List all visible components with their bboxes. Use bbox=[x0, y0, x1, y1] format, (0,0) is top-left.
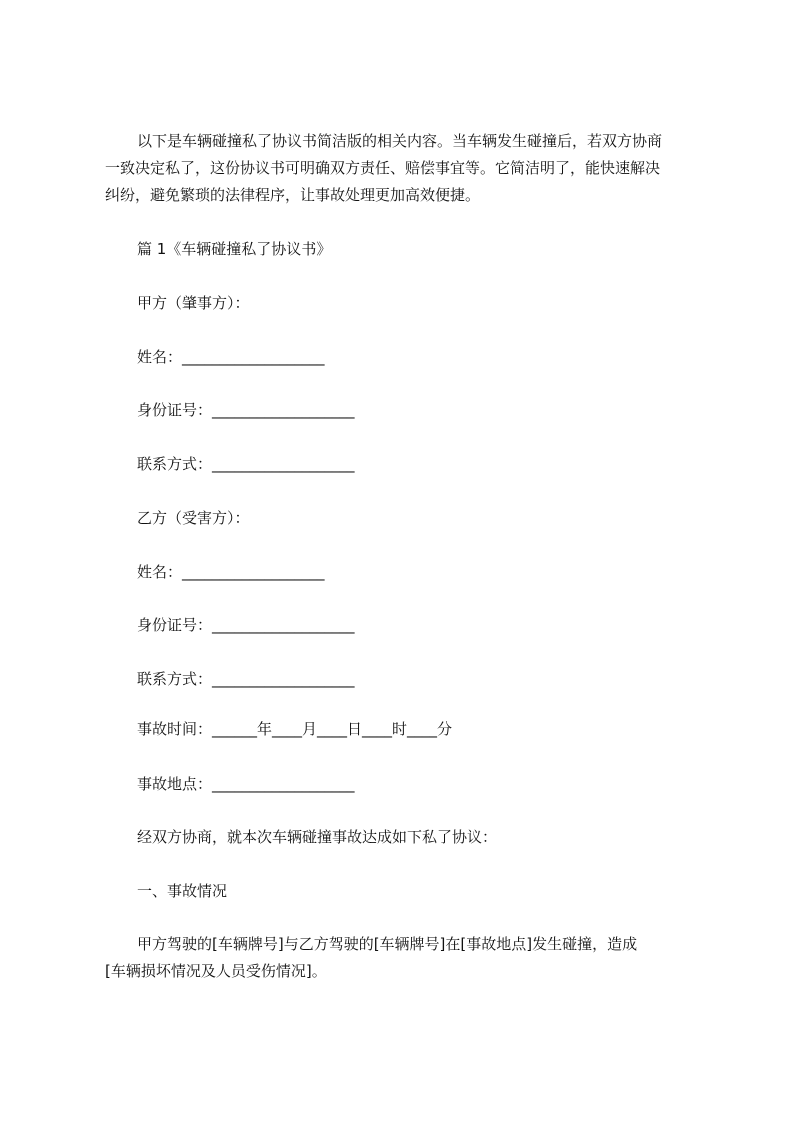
party-a-name-field: 姓名：___________________ bbox=[137, 348, 325, 366]
agreement-intro: 经双方协商，就本次车辆碰撞事故达成如下私了协议： bbox=[137, 828, 498, 846]
intro-line-2: 一致决定私了，这份协议书可明确双方责任、赔偿事宜等。它简洁明了，能快速解决 bbox=[105, 159, 661, 177]
intro-line-1: 以下是车辆碰撞私了协议书简洁版的相关内容。当车辆发生碰撞后，若双方协商 bbox=[137, 132, 663, 150]
document-title: 篇 1《车辆碰撞私了协议书》 bbox=[137, 240, 332, 258]
section-1-line-2: [车辆损坏情况及人员受伤情况]。 bbox=[105, 962, 327, 980]
party-b-heading: 乙方（受害方）： bbox=[137, 509, 250, 527]
intro-line-3: 纠纷，避免繁琐的法律程序，让事故处理更加高效便捷。 bbox=[105, 186, 481, 204]
party-a-heading: 甲方（肇事方）： bbox=[137, 294, 250, 312]
party-a-contact-field: 联系方式：___________________ bbox=[137, 455, 355, 473]
party-b-id-field: 身份证号：___________________ bbox=[137, 616, 355, 634]
accident-place-field: 事故地点：___________________ bbox=[137, 775, 355, 793]
party-b-name-field: 姓名：___________________ bbox=[137, 563, 325, 581]
party-b-contact-field: 联系方式：___________________ bbox=[137, 670, 355, 688]
section-1-line-1: 甲方驾驶的[车辆牌号]与乙方驾驶的[车辆牌号]在[事故地点]发生碰撞，造成 bbox=[137, 935, 638, 953]
party-a-id-field: 身份证号：___________________ bbox=[137, 401, 355, 419]
accident-time-field: 事故时间：______年____月____日____时____分 bbox=[137, 720, 453, 738]
section-1-heading: 一、事故情况 bbox=[137, 882, 228, 900]
